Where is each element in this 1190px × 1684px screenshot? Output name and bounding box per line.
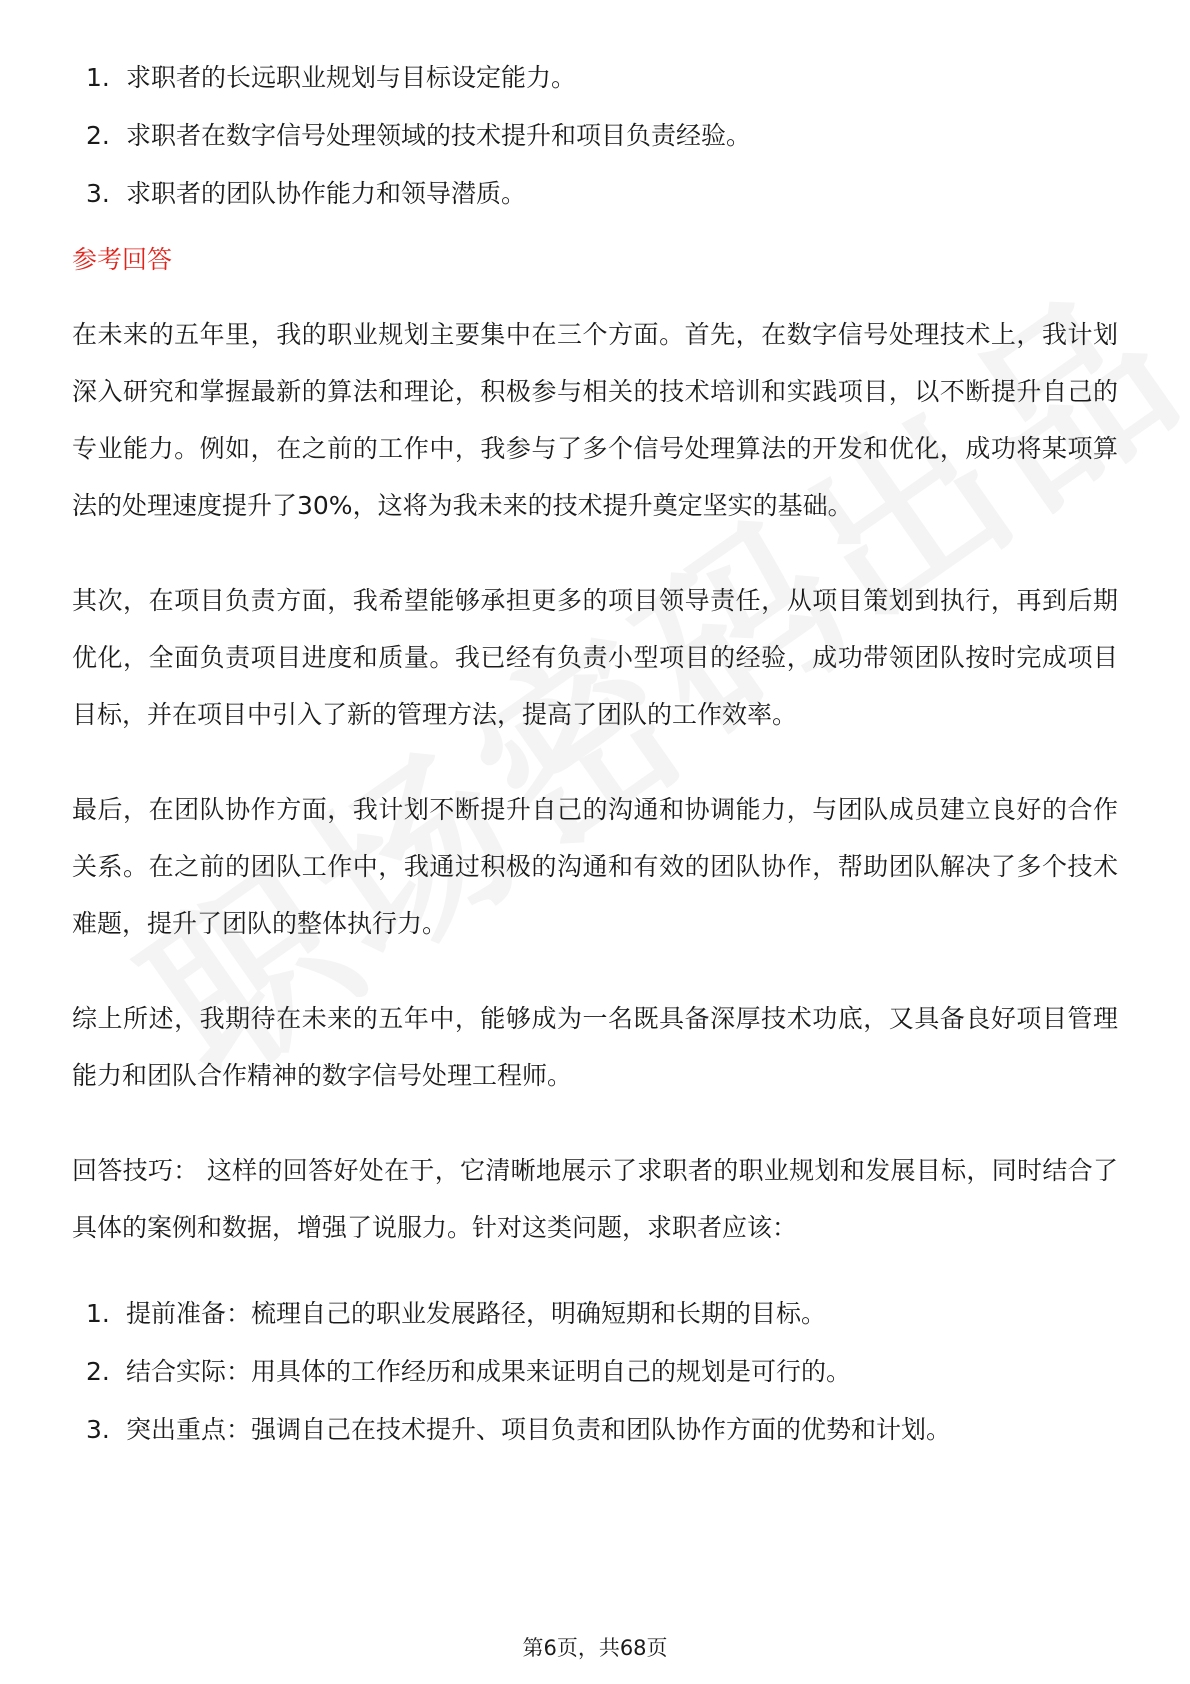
- list-item: [72, 1294, 1118, 1334]
- list-number: 3.: [86, 1415, 110, 1444]
- list-text: 提前准备：梳理自己的职业发展路径，明确短期和长期的目标。: [126, 1299, 827, 1328]
- list-text: 突出重点：强调自己在技术提升、项目负责和团队协作方面的优势和计划。: [126, 1415, 952, 1444]
- list-item: [72, 1410, 1118, 1450]
- paragraph: 最后，在团队协作方面，我计划不断提升自己的沟通和协调能力，与团队成员建立良好的合作关系。在之前的团队工作中，我通过积极的沟通和有效的团队协作，帮助团队解决了多个技术难题，提升了团队的整体执行力。: [72, 795, 1118, 938]
- list-item: [72, 58, 1118, 98]
- top-numbered-list: [72, 58, 1118, 214]
- list-number: 2.: [86, 1357, 110, 1386]
- list-number: 3.: [86, 179, 110, 208]
- paragraph: 其次，在项目负责方面，我希望能够承担更多的项目领导责任，从项目策划到执行，再到后期优化，全面负责项目进度和质量。我已经有负责小型项目的经验，成功带领团队按时完成项目目标，并在项目中引入了新的管理方法，提高了团队的工作效率。: [72, 586, 1118, 729]
- answer-tips-paragraph: 回答技巧： 这样的回答好处在于，它清晰地展示了求职者的职业规划和发展目标，同时结合了具体的案例和数据，增强了说服力。针对这类问题，求职者应该：: [72, 1156, 1118, 1242]
- list-item: [72, 116, 1118, 156]
- list-number: 1.: [86, 63, 110, 92]
- list-item: [72, 1352, 1118, 1392]
- list-text: 求职者在数字信号处理领域的技术提升和项目负责经验。: [126, 121, 752, 150]
- paragraph: 在未来的五年里，我的职业规划主要集中在三个方面。首先，在数字信号处理技术上，我计划深入研究和掌握最新的算法和理论，积极参与相关的技术培训和实践项目，以不断提升自己的专业能力。例如，在之前的工作中，我参与了多个信号处理算法的开发和优化，成功将某项算法的处理速度提升了30%，这将为我未来的技术提升奠定坚实的基础。: [72, 320, 1118, 520]
- section-heading: 参考回答: [72, 245, 173, 274]
- list-number: 1.: [86, 1299, 110, 1328]
- page-footer: 第6页，共68页: [522, 1636, 668, 1660]
- list-text: 求职者的长远职业规划与目标设定能力。: [126, 63, 577, 92]
- list-text: 求职者的团队协作能力和领导潜质。: [126, 179, 527, 208]
- list-text: 结合实际：用具体的工作经历和成果来证明自己的规划是可行的。: [126, 1357, 852, 1386]
- document-page: [72, 58, 1118, 1468]
- tips-numbered-list: [72, 1294, 1118, 1450]
- list-item: [72, 174, 1118, 214]
- list-number: 2.: [86, 121, 110, 150]
- paragraph: 综上所述，我期待在未来的五年中，能够成为一名既具备深厚技术功底，又具备良好项目管理能力和团队合作精神的数字信号处理工程师。: [72, 1004, 1118, 1090]
